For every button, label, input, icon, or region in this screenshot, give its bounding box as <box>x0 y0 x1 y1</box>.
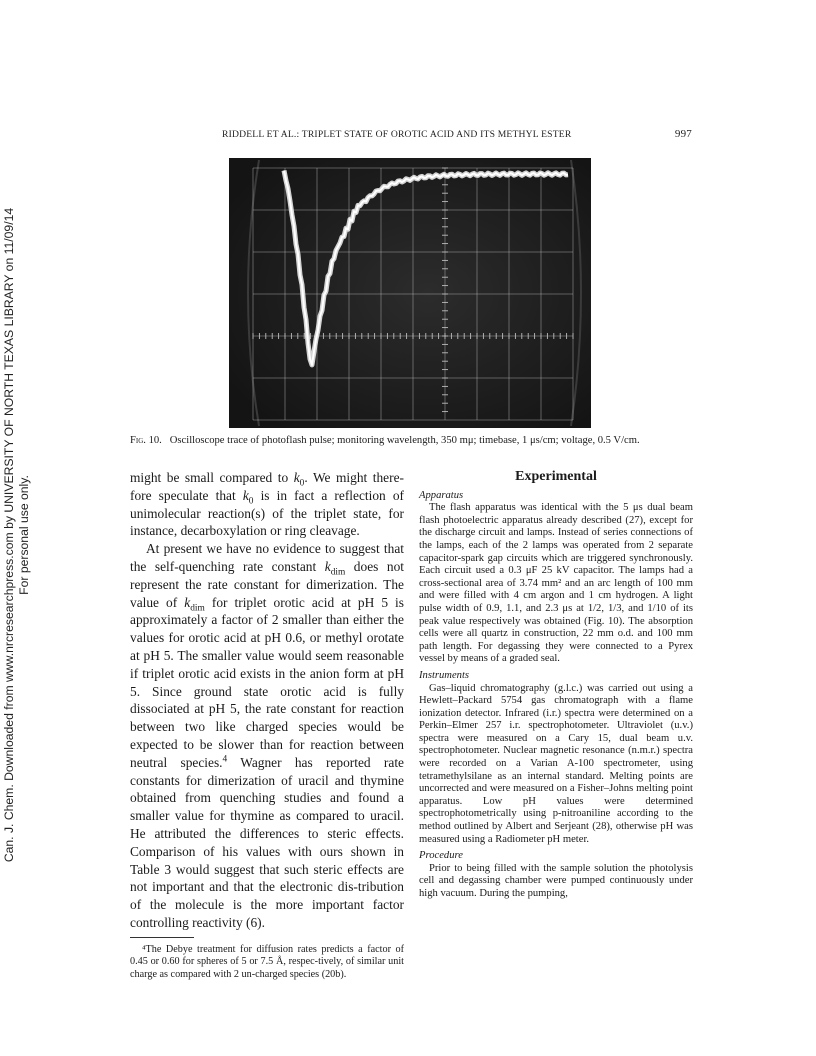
figure-caption-text: Oscilloscope trace of photoflash pulse; monitoring wavelength, 350 mμ; timebase, 1 μs/cm; voltage, 0.5 V/cm. <box>169 435 640 446</box>
paragraph-apparatus: The flash apparatus was identical with the 5 μs dual beam flash photoelectric apparatus already described (27), except for the discharge circuit and lamps. Instead of series connections of the lamps, each of the 2 lamps was operated from 2 separate capacitor-spark gap circuits which are triggered synchronously. Each circuit used a 0.3 μF 25 kV capacitor. The lamps had a cross-sectional area of 3.74 mm² and an arc length of 100 mm and were filled with 4 cm argon and 1 cm hydrogen. A light pulse width of 0.9, 1.1, and 2.3 μs at 1/2, 1/3, and 1/10 of its peak value respectively was obtained (Fig. 10). The absorption cells were all quartz in construction, 22 mm o.d. and 100 mm path length. For degassing they were connected to a Pyrex vessel by means of a graded seal. <box>419 502 693 665</box>
footnote-4: ⁴The Debye treatment for diffusion rates predicts a factor of 0.45 or 0.60 for spheres of 5 or 7.5 Å, respec-tively, of similar unit charge as compared with 2 un-charged species (20b). <box>130 943 404 980</box>
figure-label: Fig. 10. <box>130 435 162 446</box>
watermark-line-2: For personal use only. <box>17 475 31 595</box>
left-column <box>130 469 404 981</box>
screen-face <box>229 158 591 428</box>
download-watermark <box>2 190 38 880</box>
right-column <box>419 469 693 901</box>
paragraph-instruments: Gas–liquid chromatography (g.l.c.) was carried out using a Hewlett–Packard 5754 gas chromatograph with a flame ionization detector. Infrared (i.r.) spectra were determined on a Perkin–Elmer 257 i.r. spectrophotometer. Ultraviolet (u.v.) spectra were measured on a Cary 15, dual beam u.v. spectrophotometer. Nuclear magnetic resonance (n.m.r.) spectra were recorded on a Varian A-100 spectrometer, using tetramethylsilane as an internal standard. Melting points are uncorrected and were measured on a Fisher–Johns melting point apparatus. Low pH values were determined spectrophotometrically using p-nitroaniline according to the method outlined by Albert and Serjeant (28), otherwise pH was measured using a Radiometer pH meter. <box>419 682 693 845</box>
running-title: RIDDELL ET AL.: TRIPLET STATE OF OROTIC ACID AND ITS METHYL ESTER <box>222 129 572 140</box>
subheading-apparatus: Apparatus <box>419 489 464 501</box>
watermark-line-1: Can. J. Chem. Downloaded from www.nrcresearchpress.com by UNIVERSITY OF NORTH TEXAS LIBRARY on 11/09/14 <box>2 207 16 863</box>
subheading-procedure: Procedure <box>419 850 463 862</box>
paragraph-self-quenching: At present we have no evidence to suggest that the self-quenching rate constant $k_{dim}$ does not represent the rate constant for dimerization. The value of $k_{dim}$ for triplet orotic acid at pH 5 is approximately a factor of 2 smaller than either the values for orotic acid at pH 0.6, or methyl orotate at pH 5. The smaller value would seem reasonable if triplet orotic acid exists in the anion form at pH 5. Since ground state orotic acid is fully dissociated at pH 5, the rate constant for reaction between two like charged species would be expected to be slower than for reaction between neutral species.$^4$ Wagner has reported rate constants for dimerization of uracil and thymine obtained from quenching studies and found a smaller value for thymine as compared to uracil. He attributed the differences to steric effects. Comparison of his values with ours shown in Table 3 would suggest that such steric effects are not important and that the electronic dis-tribution of the molecule is the more important factor controlling reactivity (6). <box>130 541 404 930</box>
oscilloscope-photograph <box>229 158 591 428</box>
figure-caption <box>130 434 693 447</box>
footnote-rule <box>130 937 194 938</box>
page-number: 997 <box>674 128 692 140</box>
paragraph-procedure: Prior to being filled with the sample solution the photolysis cell and degassing chamber were pumped continuously under high vacuum. During the pumping, <box>419 862 693 899</box>
oscilloscope-trace-figure <box>229 158 591 428</box>
paragraph-continued: might be small compared to $k_0$. We might there-fore speculate that $k_0$ is in fact a reflection of unimolecular reaction(s) of the triplet state, for instance, decarboxylation or ring cleavage. <box>130 470 405 539</box>
subheading-instruments: Instruments <box>419 669 470 681</box>
section-title-experimental: Experimental <box>515 469 597 484</box>
